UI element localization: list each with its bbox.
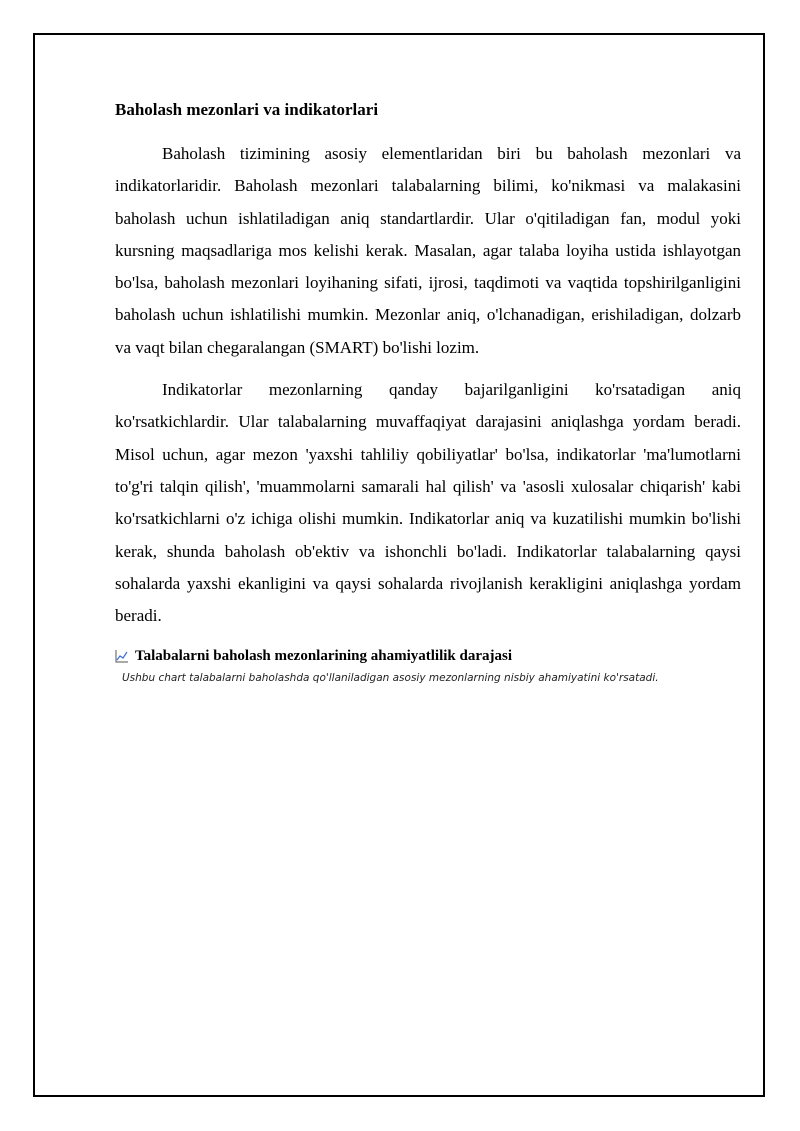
paragraph-indicators: Indikatorlar mezonlarning qanday bajarilganligini ko'rsatadigan aniq ko'rsatkichlardir. Ular talabalarning muvaffaqiyat darajasini aniqlashga yordam beradi. Misol uchun, agar mezon 'yaxshi tahliliy qobiliyatlar' bo'lsa, indikatorlar 'ma'lumotlarni to'g'ri talqin qilish', 'muammolarni samarali hal qilish' va 'asosli xulosalar chiqarish' kabi ko'rsatkichlarni o'z ichiga olishi mumkin. Indikatorlar aniq va kuzatilishi mumkin bo'lishi kerak, shunda baholash ob'ektiv va ishonchli bo'ladi. Indikatorlar talabalarning qaysi sohalarda yaxshi ekanligini va qaysi sohalarda rivojlanish kerakligini aniqlashga yordam beradi. bbox=[115, 380, 741, 626]
chart-block bbox=[115, 646, 741, 684]
section-title: Baholash mezonlari va indikatorlari bbox=[115, 100, 379, 119]
chart-caption: Ushbu chart talabalarni baholashda qo'llaniladigan asosiy mezonlarning nisbiy ahamiyatini ko'rsatadi. bbox=[122, 672, 659, 685]
document-content bbox=[115, 96, 741, 684]
chart-heading bbox=[115, 646, 741, 666]
chart-line-icon bbox=[115, 649, 129, 663]
chart-title: Talabalarni baholash mezonlarining ahamiyatlilik darajasi bbox=[135, 648, 513, 665]
paragraph-criteria: Baholash tizimining asosiy elementlaridan biri bu baholash mezonlari va indikatorlaridir. Baholash mezonlari talabalarning bilimi, ko'nikmasi va malakasini baholash uchun ishlatiladigan aniq standartlardir. Ular o'qitiladigan fan, modul yoki kursning maqsadlariga mos kelishi kerak. Masalan, agar talaba loyiha ustida ishlayotgan bo'lsa, baholash mezonlari loyihaning sifati, ijrosi, taqdimoti va vaqtida topshirilganligini baholash uchun ishlatilishi mumkin. Mezonlar aniq, o'lchanadigan, erishiladigan, dolzarb va vaqt bilan chegaralangan (SMART) bo'lishi lozim. bbox=[115, 144, 741, 357]
